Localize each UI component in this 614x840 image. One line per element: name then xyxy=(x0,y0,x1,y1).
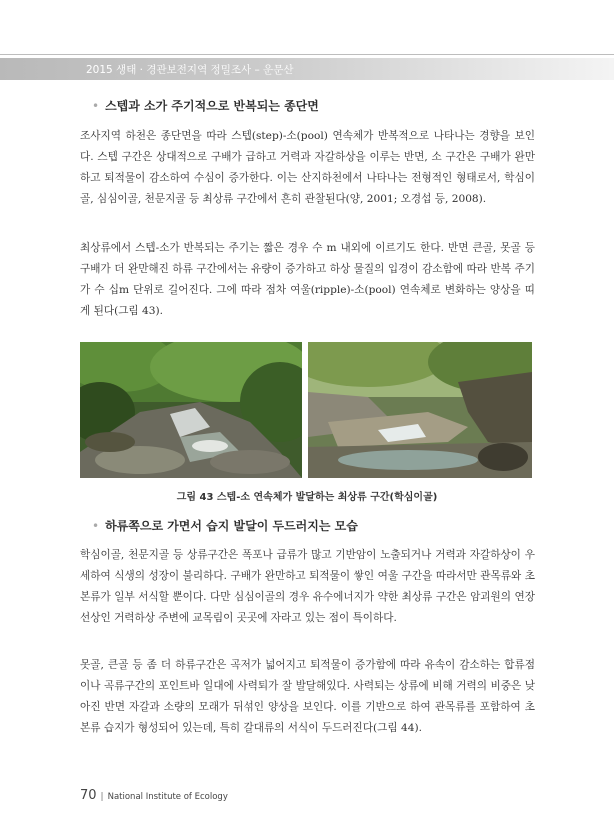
bullet-icon: • xyxy=(92,519,100,533)
figure-43 xyxy=(80,342,532,478)
section-heading-1 xyxy=(92,97,319,114)
paragraph-1: 조사지역 하천은 종단면을 따라 스텝(step)-소(pool) 연속체가 반복적으로 나타나는 경향을 보인다. 스텝 구간은 상대적으로 구배가 급하고 거력과 자갈하상을 이루는 반면, 소 구간은 구배가 완만하고 퇴적물이 감소하여 수심이 증가한다. 이는 산지하천에서 나타나는 전형적인 형태로서, 학심이골, 심심이골, 천문지골 등 최상류 구간에서 흔히 관찰된다(양, 2001; 오경섭 등, 2008). xyxy=(80,130,535,205)
bullet-icon: • xyxy=(92,99,100,113)
section-heading-1-text: 스텝과 소가 주기적으로 반복되는 종단면 xyxy=(105,99,319,113)
paragraph-2: 최상류에서 스텝-소가 반복되는 주기는 짧은 경우 수 m 내외에 이르기도 한다. 반면 큰골, 못골 등 구배가 더 완만해진 하류 구간에서는 유량이 증가하고 하상 물질의 입경이 감소함에 따라 반복 주기가 수 십m 단위로 길어진다. 그에 따라 점차 여울(ripple)-소(pool) 연속체로 변화하는 양상을 띠게 된다(그림 43). xyxy=(80,242,535,317)
page-footer xyxy=(80,784,228,803)
figure-caption: 그림 43 스텝-소 연속체가 발달하는 최상류 구간(학심이골) xyxy=(176,492,438,503)
footer-separator: | xyxy=(100,792,104,802)
section-heading-2 xyxy=(92,517,358,534)
running-header xyxy=(0,58,614,80)
photo-left-stream xyxy=(80,342,302,478)
photo-right-stream xyxy=(308,342,532,478)
running-header-title: 2015 생태 · 경관보전지역 정밀조사 – 운문산 xyxy=(86,64,294,76)
page-number: 70 xyxy=(80,788,97,803)
paragraph-3: 학심이골, 천문지골 등 상류구간은 폭포나 급류가 많고 기반암이 노출되거나 거력과 자갈하상이 우세하여 식생의 성장이 불리하다. 구배가 완만하고 퇴적물이 쌓인 여울 구간을 따라서만 관목류와 초본류가 일부 서식할 뿐이다. 다만 심심이골의 경우 유수에너지가 약한 최상류 구간은 암괴원의 연장선상인 거력하상 주변에 교목림이 곳곳에 자라고 있는 점이 특이하다. xyxy=(80,549,535,624)
footer-institute: National Institute of Ecology xyxy=(107,792,228,802)
header-rule xyxy=(0,54,614,55)
section-heading-2-text: 하류쪽으로 가면서 습지 발달이 두드러지는 모습 xyxy=(105,519,358,533)
paragraph-4: 못골, 큰골 등 좀 더 하류구간은 곡저가 넓어지고 퇴적물이 증가함에 따라 유속이 감소하는 합류점이나 곡류구간의 포인트바 일대에 사력퇴가 잘 발달해있다. 사력퇴는 상류에 비해 거력의 비중은 낮아진 반면 자갈과 소량의 모래가 뒤섞인 양상을 보인다. 이를 기반으로 하여 관목류를 포함하여 초본류 습지가 형성되어 있는데, 특히 갈대류의 서식이 두드러진다(그림 44). xyxy=(80,659,535,734)
